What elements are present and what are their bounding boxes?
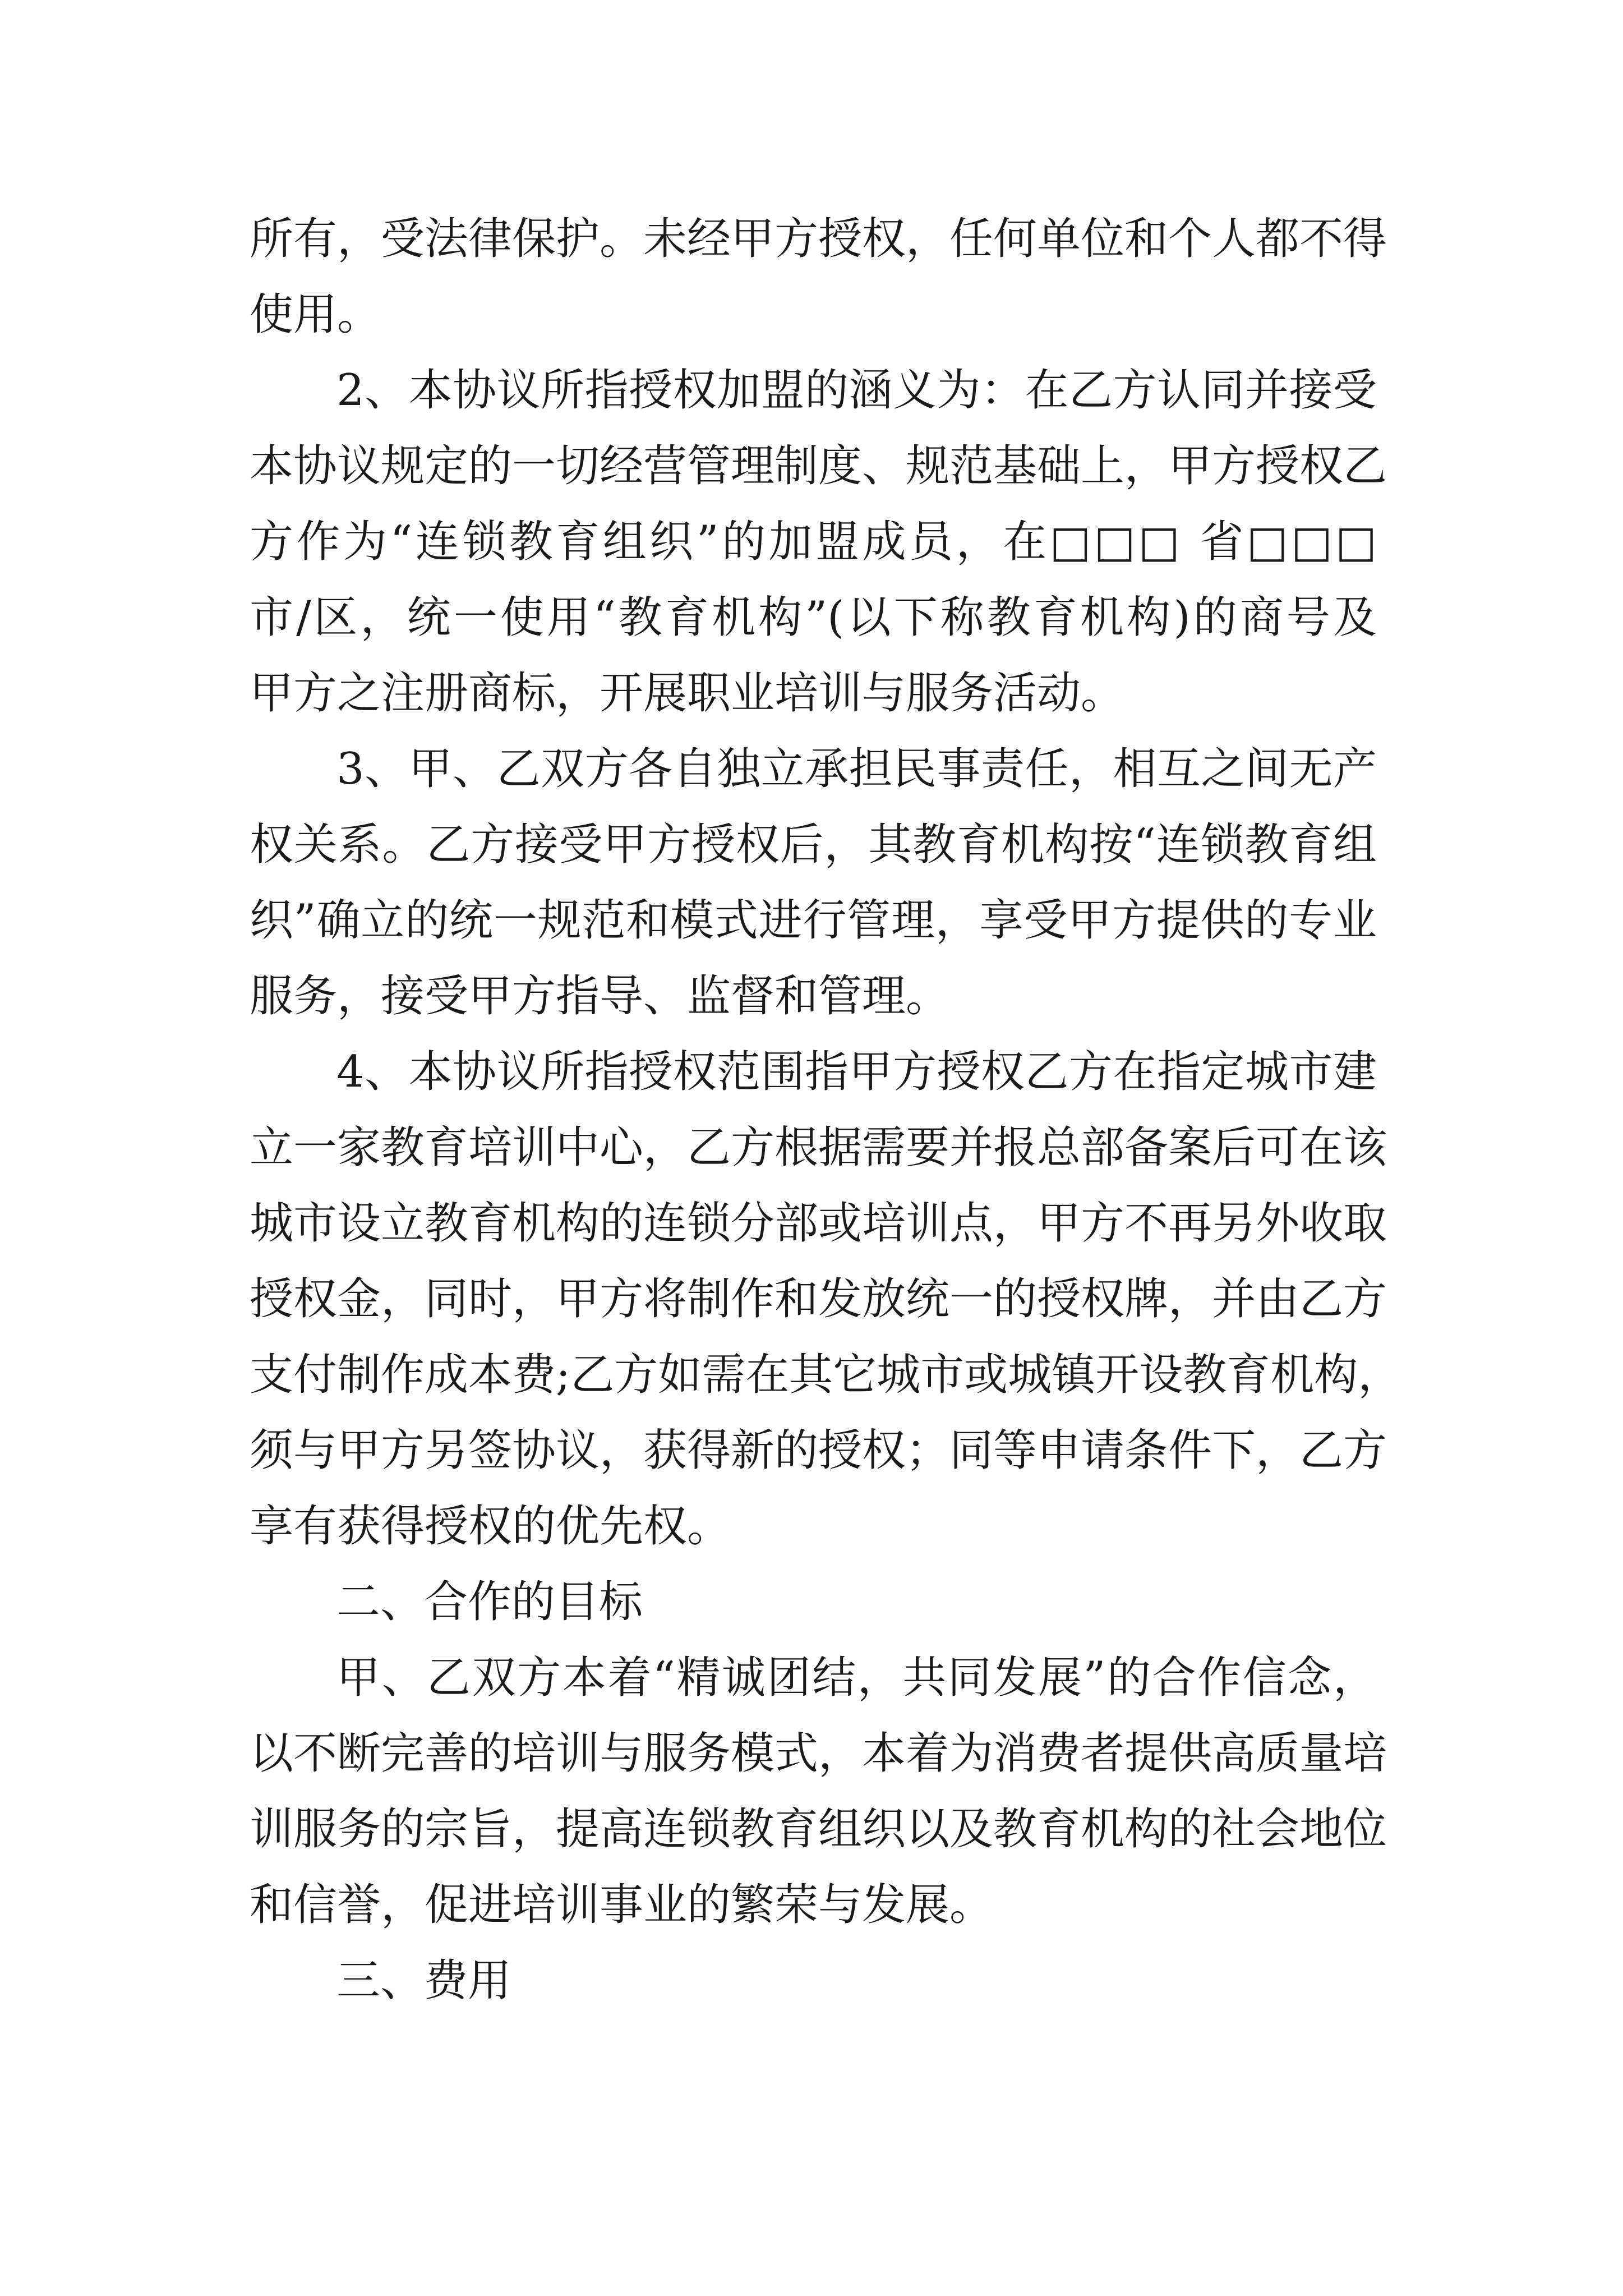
text-line: 支付制作成本费;乙方如需在其它城市或城镇开设教育机构， <box>250 1350 1402 1400</box>
text-line: 方作为“连锁教育组织”的加盟成员，在□□□ 省□□□ <box>250 517 1377 567</box>
section-heading: 二、合作的目标 <box>336 1577 643 1627</box>
section-heading: 三、费用 <box>336 1955 512 2006</box>
text-line: 享有获得授权的优先权。 <box>250 1501 731 1552</box>
paragraph-3-line: 3、甲、乙双方各自独立承担民事责任，相互之间无产 <box>336 744 1377 794</box>
text-line: 使用。 <box>250 289 381 340</box>
text-line: 市/区，统一使用“教育机构”(以下称教育机构)的商号及 <box>250 592 1377 643</box>
paragraph-4-line: 4、本协议所指授权范围指甲方授权乙方在指定城市建 <box>336 1047 1377 1097</box>
text-line: 城市设立教育机构的连锁分部或培训点，甲方不再另外收取 <box>250 1198 1387 1249</box>
text-line: 须与甲方另签协议，获得新的授权；同等申请条件下，乙方 <box>250 1425 1387 1476</box>
text-line: 和信誉，促进培训事业的繁荣与发展。 <box>250 1880 994 1930</box>
text-line: 服务，接受甲方指导、监督和管理。 <box>250 971 950 1022</box>
text-line: 授权金，同时，甲方将制作和发放统一的授权牌，并由乙方 <box>250 1274 1387 1324</box>
paragraph-goal-line: 甲、乙双方本着“精诚团结，共同发展”的合作信念， <box>336 1653 1377 1703</box>
text-line: 以不断完善的培训与服务模式，本着为消费者提供高质量培 <box>250 1728 1387 1779</box>
paragraph-2-line: 2、本协议所指授权加盟的涵义为：在乙方认同并接受 <box>336 365 1377 416</box>
text-line: 立一家教育培训中心，乙方根据需要并报总部备案后可在该 <box>250 1122 1387 1173</box>
text-line: 甲方之注册商标，开展职业培训与服务活动。 <box>250 668 1125 719</box>
text-line: 训服务的宗旨，提高连锁教育组织以及教育机构的社会地位 <box>250 1804 1387 1855</box>
text-line: 织”确立的统一规范和模式进行管理，享受甲方提供的专业 <box>250 895 1377 946</box>
text-line: 权关系。乙方接受甲方授权后，其教育机构按“连锁教育组 <box>250 820 1377 870</box>
text-line: 所有，受法律保护。未经甲方授权，任何单位和个人都不得 <box>250 214 1387 264</box>
text-line: 本协议规定的一切经营管理制度、规范基础上，甲方授权乙 <box>250 441 1387 491</box>
